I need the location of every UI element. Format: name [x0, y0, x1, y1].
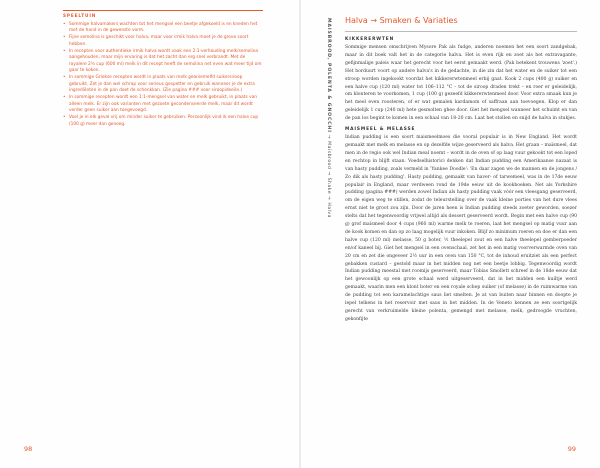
- tip-text: In sommige recepten wordt een 1:1-mengsel van water en melk gebruikt, in plaats van alleen melk. Er zijn ook varianten met gezoete gecondenseerde melk, maar dit wordt verder geen suiker aan toegevoegd.: [69, 95, 257, 113]
- tip-item: [63, 115, 263, 128]
- section-body: Sommige mensen omschrijven Mysore Pak als fudge, anderen noemen het een soort zandgebak, maar in dit boek valt het in de categorie halva. Het is even rijk en zoet als het extravagante, gefijnmalige paleis waar het gerecht voor het eerst gemaakt werd. (Pak betekent trouwens 'zoet'.) Het borduurt voort op andere halva's in de gedachte, in die zin dat het water en de suiker tot een stroop worden ingekookt voordat het kikkererwtenmeel erbij gaat. Kook 2 cups (400 g) suiker en een halve cup (120 ml) water tot 106–112 °C – tot de siroop draden trekt – en roer er geleidelijk, om klonteren te voorkomen, 1 cup (100 g) gezeefd kikkererwtenmeel door. Voor extra smaak kun je het meel even roosteren, of er wat gemalen kardamom of saffraan aan toevoegen. Klop er dan geleidelijk 1 cup (240 ml) hete gesmolten ghee door. Giet het mengsel wanneer het schuimt en van de pan los begint te komen in een schaal van 18-20 cm. Laat het stollen en snijd de halva in stukjes.: [345, 45, 577, 122]
- section-heading: KIKKERERWTEN: [345, 37, 395, 42]
- running-head-path: → Maïsbrood → Shake → Halva: [326, 134, 331, 218]
- running-head-chapter: MAISBROOD, POLENTA & GNOCCHI: [326, 18, 331, 133]
- tip-text: In sommige Griekse recepten wordt in plaats van melk geaniemelfd suikersiroop gebruikt. Zet je dan wel schrap voor serieus gespetter en gebruik wanneer je de extra ingrediënten in de pan doet de schenkkan. (Zie pagina ### voor siroopideeën.): [69, 75, 255, 93]
- bullet-icon: •: [63, 115, 66, 120]
- left-page: [0, 0, 299, 468]
- bullet-icon: •: [63, 48, 66, 54]
- section-heading: MAISMEEL & MELASSE: [345, 127, 416, 133]
- bullet-icon: •: [63, 35, 66, 40]
- tip-item: [63, 49, 263, 75]
- tip-list: [63, 22, 263, 129]
- tip-text: Sommige halvamakers wachten tot het mengsel een beetje afgekoeld is en kneden het met de hand in de gewenste vorm.: [69, 21, 258, 33]
- tip-text: Fijne semolina is geschikt voor halva, maar voor irmik halva moet je de grove soort hebben.: [69, 35, 249, 47]
- tip-heading: SPEELTUIN: [63, 13, 97, 18]
- right-page-content: [345, 16, 577, 324]
- title-rule: [345, 31, 577, 32]
- tip-item: [63, 95, 263, 115]
- bullet-icon: •: [63, 95, 66, 100]
- tip-top-rule: [63, 10, 263, 11]
- tip-text: In recepten voor authentieke irmik halva wordt vaak een 2:1-verhouding melk/semolina aangehouden, maar mijn ervaring is dat het zacht dan erg snel verbrandt. Met de royalere 2¾ cup (600 ml) melk in dit recept heeft de semolina net even wat meer tijd om gaar te koken.: [69, 48, 262, 73]
- bullet-icon: •: [63, 21, 66, 27]
- page-title: Halva → Smaken & Variaties: [345, 16, 458, 25]
- tip-item: [63, 22, 263, 35]
- tip-text: Voel je in elk geval vrij om minder suiker te gebruiken. Persoonlijk vind ik een halve cup (100 g) meer dan genoeg.: [69, 115, 259, 127]
- tip-item: [63, 75, 263, 95]
- page-number-right: 99: [567, 445, 576, 453]
- tip-box: [63, 10, 263, 129]
- section-body: Indian pudding is een soort maismeelmoes die vooral populair is in New England. Het wordt gemaakt met melk en melasse en op dezelfde wijze geserveerd als halva. Het graan – maïsmeel, dat men in de regio ook wel Indian meal noemt – wordt in de oven of op laag vuur gekookt tot een loped en rechtop in blijft staan. Voedselhistorici denken dat Indian pudding een Amerikaanse nazaat is van hasty pudding, zoals vermeld in 'Yankee Doodle': 'En daar zagen we de mannen en de jongens / Zo dik als hasty pudding'. Hasty pudding, gemaakt van haver- of tarwemeel, was in de 17de eeuw populair in England, maar verdween rond de 19de eeuw uit de kookboeken. Net als Yorkshire pudding (pagina ###) werden zowel Indian als hasty pudding vaak vóór een vleesgang geserveerd, om de eigen weg te stillen, zodat de teleurstelling over de vaak kleine porties van het dure vlees ernst niet te groot zou zijn. Door de jaren heen is Indian pudding steeds zoeter geworden, soezer stelts dat het tegenwoordig vrijwel altijd als dessert geserveerd wordt. Begin met een halve cup (90 g) grof maïsmeel door 4 cups (960 ml) warme melk te roeren, laat het mengsel op matig vuur aan de kook komen en dan op zo laag mogelijk vuur inkoken. Blijf zo minimum roeren en doe er dan een halve cup (120 ml) melasse, 50 g boter, ½ theelepel zout en een halve theelepel gemberpoeder en/of kaneel bij. Giet het mengsel in een ovenschaal, zet het in een matig voorverwarmde oven van 20 cm en zet die ongeveer 2½ uur in een oven van 150 °C, tot de inhoud eruitziet als een perfect gebakken custard – gestold maar in het midden nog net een beetje lobbig. Tegenwoordig wordt Indian pudding meestal met roomijs geserveerd, maar Tobias Smollett schreef in de 18de eeuw dat het gewoonlijk op een grote schaal werd uitgeserveerd, dat in het midden een kuiltje werd gemaakt, waarin men een klont boter en een royale schep suiker (of melasse) in de ruimwarme van de pudding tot een karamelachtige saus liet smelten. Je at van buiten naar binnen en doopte je lepel telkens in het reservoir met saus in het midden. In de Veneto kennen ze een soortgelijk gerecht van verkruimelde kleine polenta, gemengd met melasse, melk, gedroogde vruchten, gekonfijte: [345, 135, 577, 322]
- page-number-left: 98: [24, 445, 33, 453]
- tip-item: [63, 35, 263, 48]
- bullet-icon: •: [63, 75, 66, 80]
- running-head: [326, 18, 331, 218]
